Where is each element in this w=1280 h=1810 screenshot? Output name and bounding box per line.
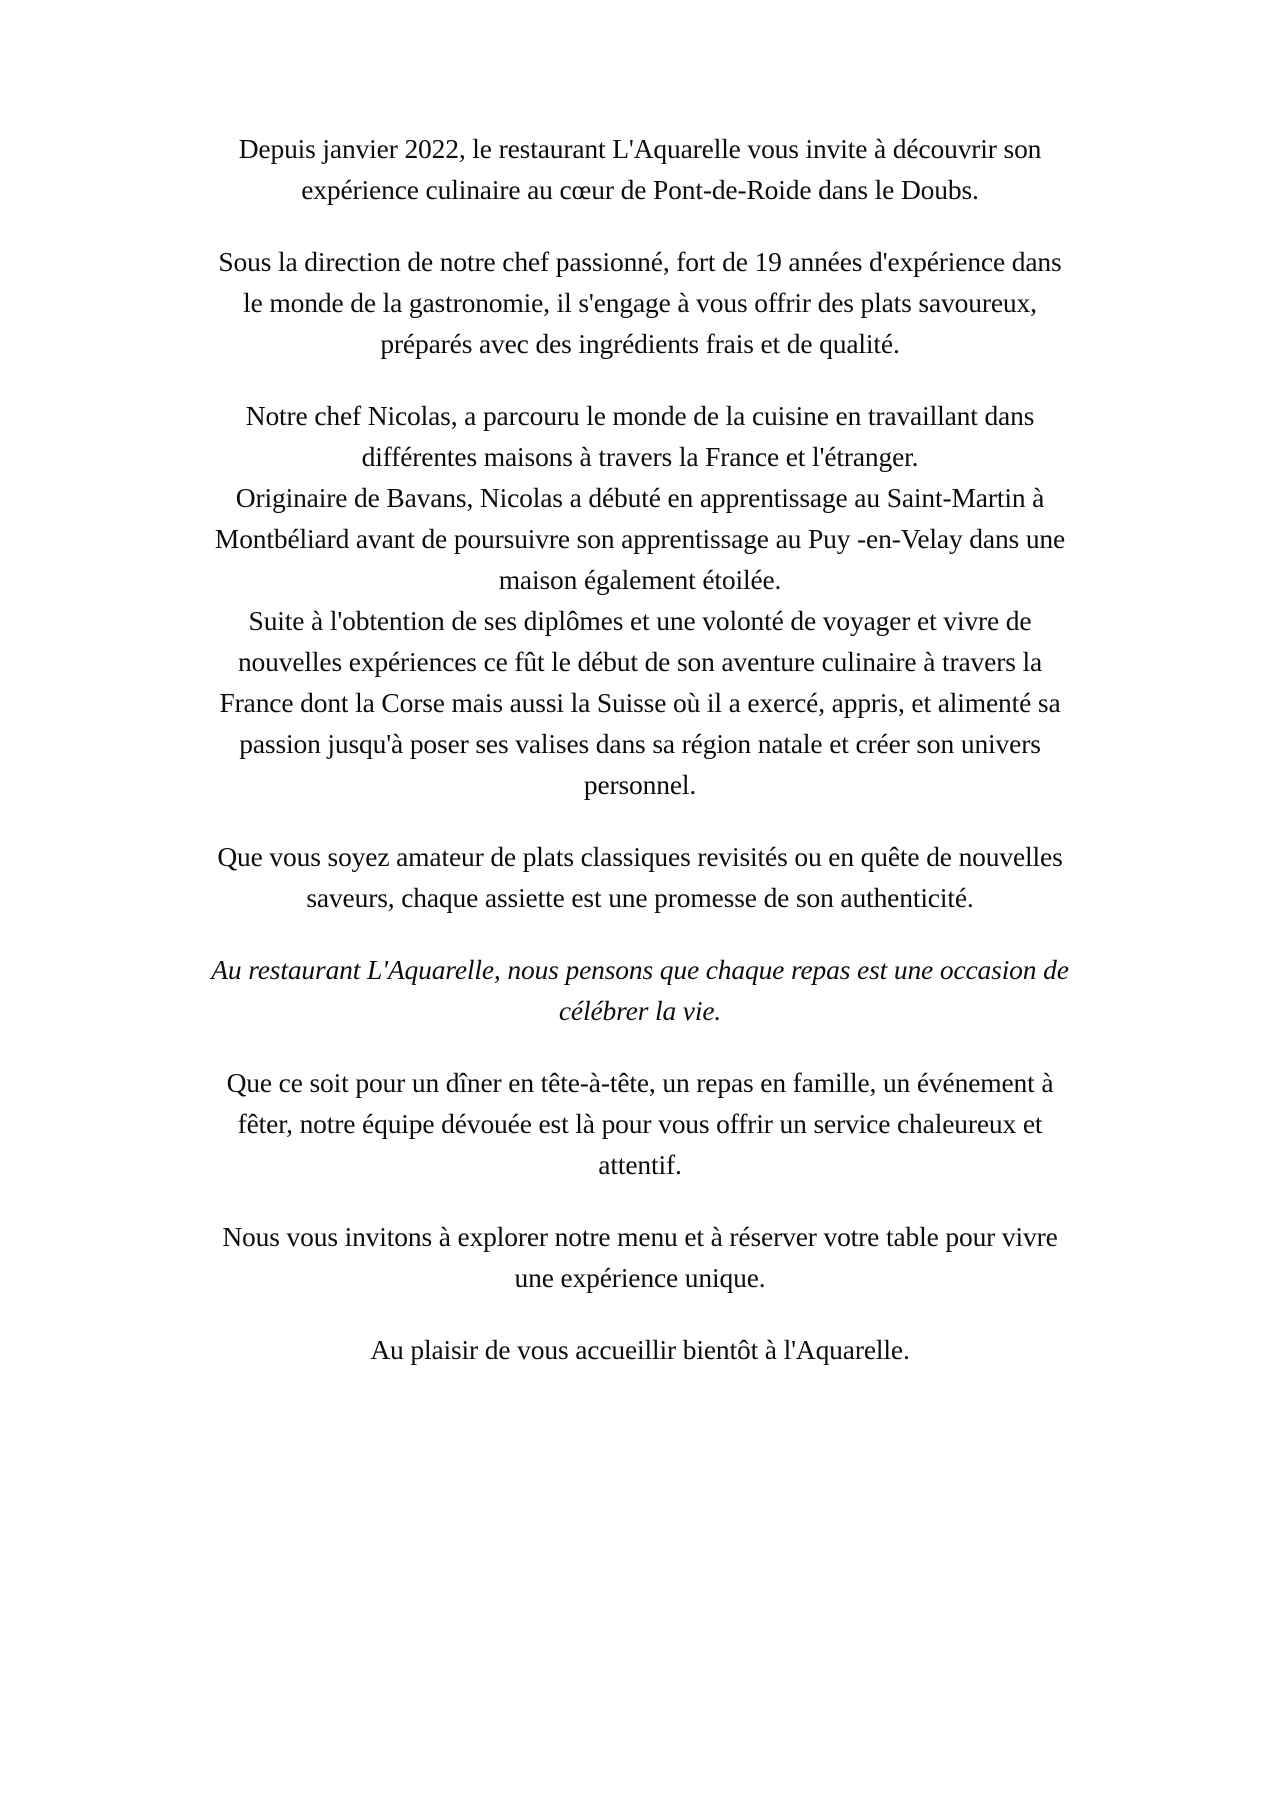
document-text-column [210, 128, 1070, 1370]
paragraph-closing: Au plaisir de vous accueillir bientôt à l'Aquarelle. [370, 1334, 910, 1365]
paragraph-celebrer: Au restaurant L'Aquarelle, nous pensons que chaque repas est une occasion de célébrer la vie. [211, 954, 1069, 1026]
paragraph-intro: Depuis janvier 2022, le restaurant L'Aquarelle vous invite à découvrir son expérience culinaire au cœur de Pont-de-Roide dans le Doubs. [238, 133, 1042, 205]
paragraph-chef-parcours: Notre chef Nicolas, a parcouru le monde de la cuisine en travaillant dans différentes maisons à travers la France et l'étranger. [245, 400, 1035, 472]
paragraph-direction: Sous la direction de notre chef passionné, fort de 19 années d'expérience dans le monde de la gastronomie, il s'engage à vous offrir des plats savoureux, préparés avec des ingrédients frais et de qualité. [218, 246, 1062, 359]
paragraph-occasions: Que ce soit pour un dîner en tête-à-tête, un repas en famille, un événement à fêter, notre équipe dévouée est là pour vous offrir un service chaleureux et attentif. [226, 1067, 1054, 1180]
paragraph-chef-voyages: Suite à l'obtention de ses diplômes et une volonté de voyager et vivre de nouvelles expériences ce fût le début de son aventure culinaire à travers la France dont la Corse mais aussi la Suisse où il a exercé, appris, et alimenté sa passion jusqu'à poser ses valises dans sa région natale et créer son univers personnel. [219, 605, 1061, 800]
paragraph-invitation: Nous vous invitons à explorer notre menu et à réserver votre table pour vivre une expérience unique. [222, 1221, 1058, 1293]
paragraph-chef-origine: Originaire de Bavans, Nicolas a débuté en apprentissage au Saint-Martin à Montbéliard avant de poursuivre son apprentissage au Puy -en-Velay dans une maison également étoilée. [214, 482, 1066, 595]
paragraph-amateur: Que vous soyez amateur de plats classiques revisités ou en quête de nouvelles saveurs, chaque assiette est une promesse de son authenticité. [217, 841, 1063, 913]
